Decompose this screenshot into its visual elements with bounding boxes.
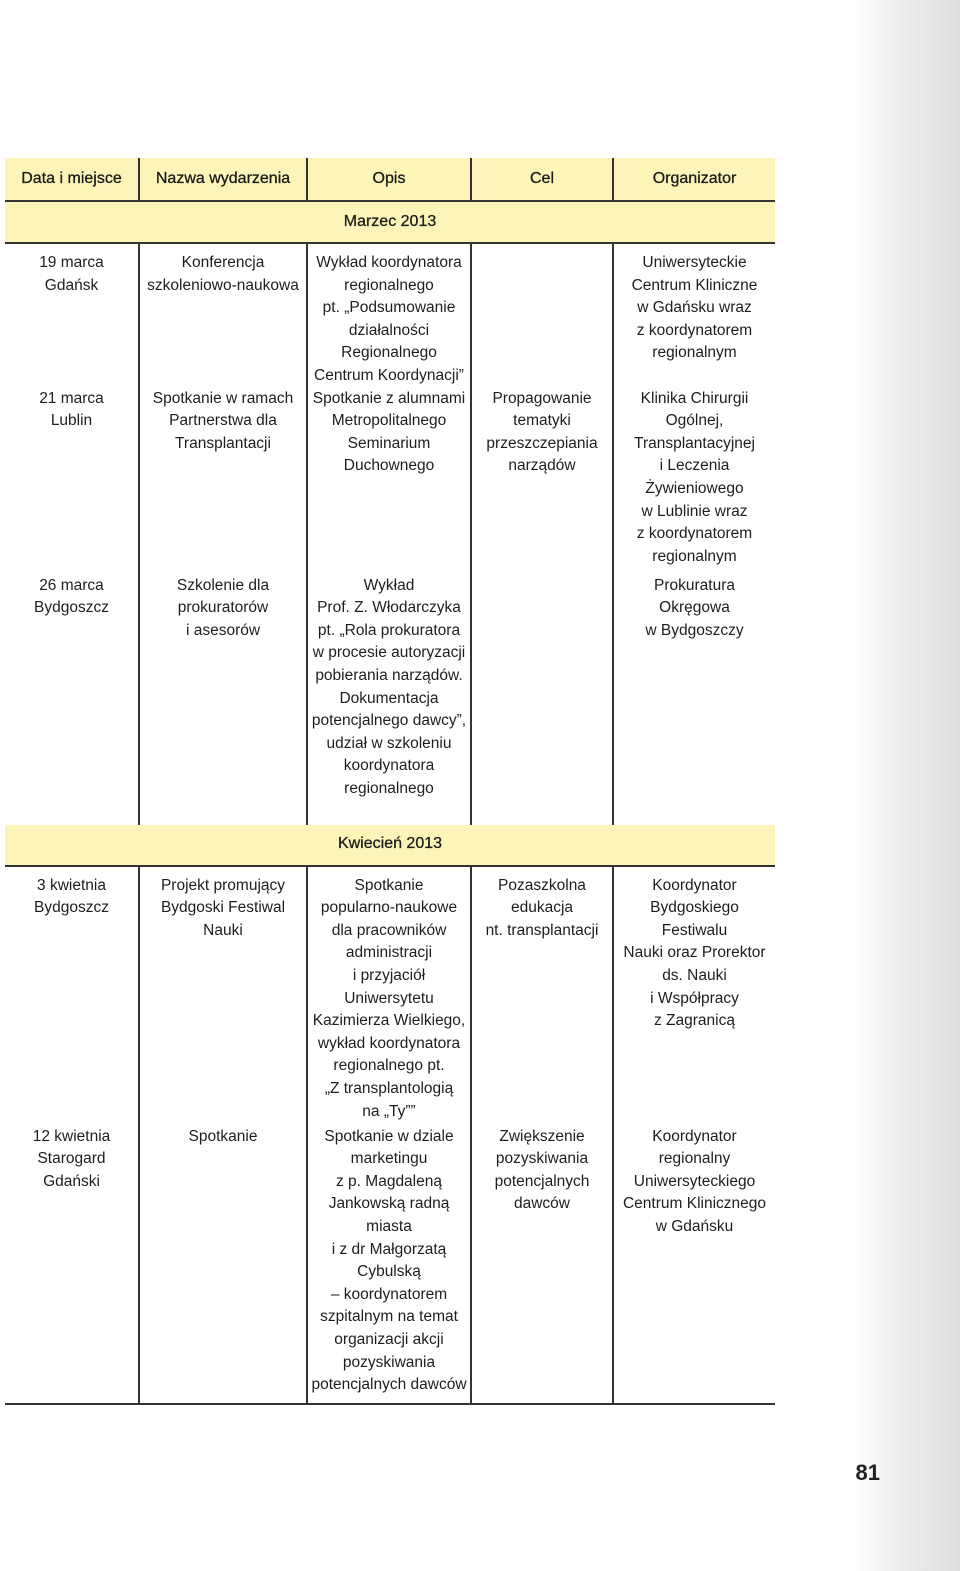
- page-number: 81: [855, 1460, 880, 1485]
- cell-goal: Pozaszkolna edukacja nt. transplantacji: [485, 876, 599, 939]
- cell-goal: Propagowanie tematyki przeszczepiania narządów: [486, 389, 598, 475]
- cell-organizer: Prokuratura Okręgowa w Bydgoszczy: [645, 576, 744, 639]
- table-row: [5, 243, 775, 388]
- cell-date-place: 26 marca Bydgoszcz: [34, 576, 109, 617]
- month-label: Marzec 2013: [5, 201, 775, 243]
- cell-description: Wykład koordynatora regionalnego pt. „Podsumowanie działalności Regionalnego Centrum Koordynacji”: [314, 254, 464, 384]
- cell-goal: Zwiększenie pozyskiwania potencjalnych dawców: [494, 1127, 590, 1213]
- cell-organizer: Koordynator Bydgoskiego Festiwalu Nauki oraz Prorektor ds. Nauki i Współpracy z Zagranicą: [623, 876, 766, 1030]
- cell-description: Spotkanie w dziale marketingu z p. Magdaleną Jankowską radną miasta i z dr Małgorzatą Cybulską – koordynatorem szpitalnym na temat organizacji akcji pozyskiwania potencjalnych dawców: [311, 1127, 467, 1394]
- header-date-place: Data i miejsce: [5, 158, 139, 201]
- cell-organizer: Koordynator regionalny Uniwersyteckiego Centrum Klinicznego w Gdańsku: [622, 1127, 766, 1235]
- cell-description: Wykład Prof. Z. Włodarczyka pt. „Rola prokuratora w procesie autoryzacji pobierania narządów. Dokumentacja potencjalnego dawcy”, udział w szkoleniu koordynatora regionalnego: [311, 576, 467, 797]
- table-row: [5, 388, 775, 575]
- month-label: Kwiecień 2013: [5, 825, 775, 866]
- cell-description: Spotkanie popularno-naukowe dla pracowników administracji i przyjaciół Uniwersytetu Kazimierza Wielkiego, wykład koordynatora regionalnego pt. „Z transplantologią na „Ty””: [312, 876, 466, 1120]
- cell-organizer: Klinika Chirurgii Ogólnej, Transplantacyjnej i Leczenia Żywieniowego w Lublinie wraz z koordynatorem regionalnym: [634, 389, 755, 565]
- cell-date-place: 21 marca Lublin: [39, 389, 104, 430]
- cell-date-place: 19 marca Gdańsk: [39, 254, 104, 294]
- header-organizer: Organizator: [613, 158, 775, 201]
- page-edge-shade: [852, 0, 960, 1571]
- cell-event-name: Spotkanie: [188, 1127, 258, 1145]
- header-event-name: Nazwa wydarzenia: [139, 158, 307, 201]
- header-row: [5, 158, 775, 201]
- header-goal: Cel: [471, 158, 613, 201]
- cell-description: Spotkanie z alumnami Metropolitalnego Seminarium Duchownego: [312, 389, 466, 475]
- table-row: [5, 575, 775, 825]
- cell-event-name: Szkolenie dla prokuratorów i asesorów: [176, 576, 270, 639]
- events-table: [5, 158, 775, 1405]
- month-row: [5, 825, 775, 866]
- cell-date-place: 3 kwietnia Bydgoszcz: [34, 876, 109, 917]
- cell-event-name: Projekt promujący Bydgoski Festiwal Nauki: [160, 876, 286, 939]
- cell-organizer: Uniwersyteckie Centrum Kliniczne w Gdańsku wraz z koordynatorem regionalnym: [631, 254, 758, 362]
- cell-event-name: Spotkanie w ramach Partnerstwa dla Transplantacji: [152, 389, 294, 452]
- table-row: [5, 866, 775, 1126]
- month-row: [5, 201, 775, 243]
- table-row: [5, 1126, 775, 1404]
- header-description: Opis: [307, 158, 471, 201]
- cell-event-name: Konferencja szkoleniowo-naukowa: [147, 254, 299, 294]
- cell-date-place: 12 kwietnia Starogard Gdański: [32, 1127, 111, 1190]
